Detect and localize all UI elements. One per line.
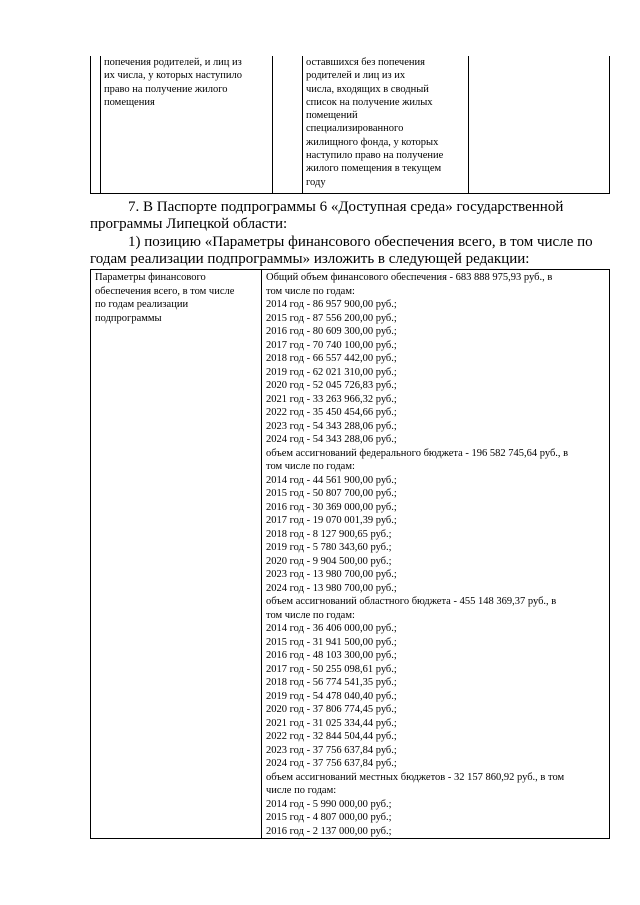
paragraph-line: программы Липецкой области: — [90, 216, 288, 232]
text-line: 2017 год - 70 740 100,00 руб.; — [266, 339, 397, 351]
text-line: 2015 год - 87 556 200,00 руб.; — [266, 312, 397, 324]
table-column-divider — [261, 270, 262, 838]
text-line: список на получение жилых — [306, 96, 433, 108]
text-line: 2021 год - 33 263 966,32 руб.; — [266, 393, 397, 405]
paragraph-line: годам реализации подпрограммы» изложить в следующей редакции: — [90, 251, 530, 267]
paragraph-7 — [90, 199, 610, 233]
text-line: наступило право на получение — [306, 150, 444, 162]
text-line: 2016 год - 80 609 300,00 руб.; — [266, 326, 397, 337]
text-line: 2016 год - 2 137 000,00 руб.; — [266, 825, 392, 837]
text-line: жилого помещения в текущем — [306, 163, 442, 175]
text-line: 2024 год - 13 980 700,00 руб.; — [266, 582, 397, 594]
text-line: том числе по годам: — [266, 461, 355, 472]
text-line: 2018 год - 56 774 541,35 руб.; — [266, 677, 397, 688]
text-line: жилищного фонда, у которых — [306, 136, 439, 148]
text-line: по годам реализации — [95, 299, 189, 310]
text-line: 2024 год - 37 756 637,84 руб.; — [266, 758, 397, 769]
text-line: 2018 год - 8 127 900,65 руб.; — [266, 528, 392, 540]
text-line: 2021 год - 31 025 334,44 руб.; — [266, 717, 397, 729]
text-line: 2019 год - 62 021 310,00 руб.; — [266, 366, 397, 378]
table-bottom-border — [90, 193, 610, 194]
text-line: 2015 год - 4 807 000,00 руб.; — [266, 812, 392, 823]
text-line: объем ассигнований федерального бюджета - 196 582 745,64 руб., в — [266, 447, 569, 459]
paragraph-item-1 — [90, 234, 610, 268]
text-line: 2022 год - 35 450 454,66 руб.; — [266, 407, 397, 418]
text-line: попечения родителей, и лиц из — [104, 57, 242, 68]
top-table-fragment — [90, 56, 610, 194]
text-line: оставшихся без попечения — [306, 57, 425, 68]
text-line: числе по годам: — [266, 785, 337, 796]
text-line: помещения — [104, 96, 155, 108]
text-line: 2020 год - 37 806 774,45 руб.; — [266, 704, 397, 715]
text-line: подпрограммы — [95, 312, 162, 324]
text-line: Общий объем финансового обеспечения - 683 888 975,93 руб., в — [266, 272, 553, 283]
text-line: 2015 год - 50 807 700,00 руб.; — [266, 488, 397, 499]
text-line: 2020 год - 9 904 500,00 руб.; — [266, 555, 392, 567]
text-line: 2023 год - 37 756 637,84 руб.; — [266, 744, 397, 756]
text-line: 2023 год - 13 980 700,00 руб.; — [266, 569, 397, 580]
table-column-divider — [302, 56, 303, 194]
text-line: 2019 год - 5 780 343,60 руб.; — [266, 542, 392, 553]
text-line: 2018 год - 66 557 442,00 руб.; — [266, 353, 397, 364]
text-line: 2023 год - 54 343 288,06 руб.; — [266, 420, 397, 432]
text-line: 2017 год - 50 255 098,61 руб.; — [266, 663, 397, 675]
text-line: помещений — [306, 110, 358, 122]
text-line: 2014 год - 86 957 900,00 руб.; — [266, 299, 397, 310]
text-line: 2016 год - 48 103 300,00 руб.; — [266, 650, 397, 661]
financing-table-label-cell — [95, 271, 259, 325]
text-line: 2015 год - 31 941 500,00 руб.; — [266, 636, 397, 648]
text-line: 2014 год - 44 561 900,00 руб.; — [266, 474, 397, 486]
text-line: 2014 год - 36 406 000,00 руб.; — [266, 623, 397, 634]
text-line: 2019 год - 54 478 040,40 руб.; — [266, 690, 397, 702]
text-line: их числа, у которых наступило — [104, 70, 243, 82]
financing-table — [90, 269, 610, 839]
text-line: объем ассигнований областного бюджета - 455 148 369,37 руб., в — [266, 596, 557, 607]
table-column-divider — [272, 56, 273, 194]
text-line: 2017 год - 19 070 001,39 руб.; — [266, 515, 397, 526]
table-column-divider — [100, 56, 101, 194]
table-border-left — [90, 56, 91, 194]
text-line: числа, входящих в сводный — [306, 83, 429, 95]
text-line: специализированного — [306, 123, 404, 135]
text-line: том числе по годам: — [266, 285, 355, 297]
paragraph-line: 1) позицию «Параметры финансового обеспечения всего, в том числе по — [128, 234, 593, 250]
top-table-cell-right — [306, 56, 466, 189]
text-line: году — [306, 176, 326, 188]
text-line: том числе по годам: — [266, 609, 355, 621]
top-table-cell-left — [104, 56, 270, 109]
text-line: объем ассигнований местных бюджетов - 32 157 860,92 руб., в том — [266, 771, 565, 783]
text-line: обеспечения всего, в том числе — [95, 285, 235, 297]
table-border-right — [609, 56, 610, 194]
text-line: 2016 год - 30 369 000,00 руб.; — [266, 501, 397, 513]
text-line: 2024 год - 54 343 288,06 руб.; — [266, 434, 397, 445]
text-line: Параметры финансового — [95, 272, 206, 283]
financing-table-values-cell — [266, 271, 610, 838]
text-line: родителей и лиц из их — [306, 70, 406, 82]
table-column-divider — [468, 56, 469, 194]
text-line: 2020 год - 52 045 726,83 руб.; — [266, 380, 397, 391]
text-line: право на получение жилого — [104, 83, 228, 95]
text-line: 2014 год - 5 990 000,00 руб.; — [266, 798, 392, 810]
paragraph-line: 7. В Паспорте подпрограммы 6 «Доступная среда» государственной — [128, 199, 564, 215]
text-line: 2022 год - 32 844 504,44 руб.; — [266, 731, 397, 742]
